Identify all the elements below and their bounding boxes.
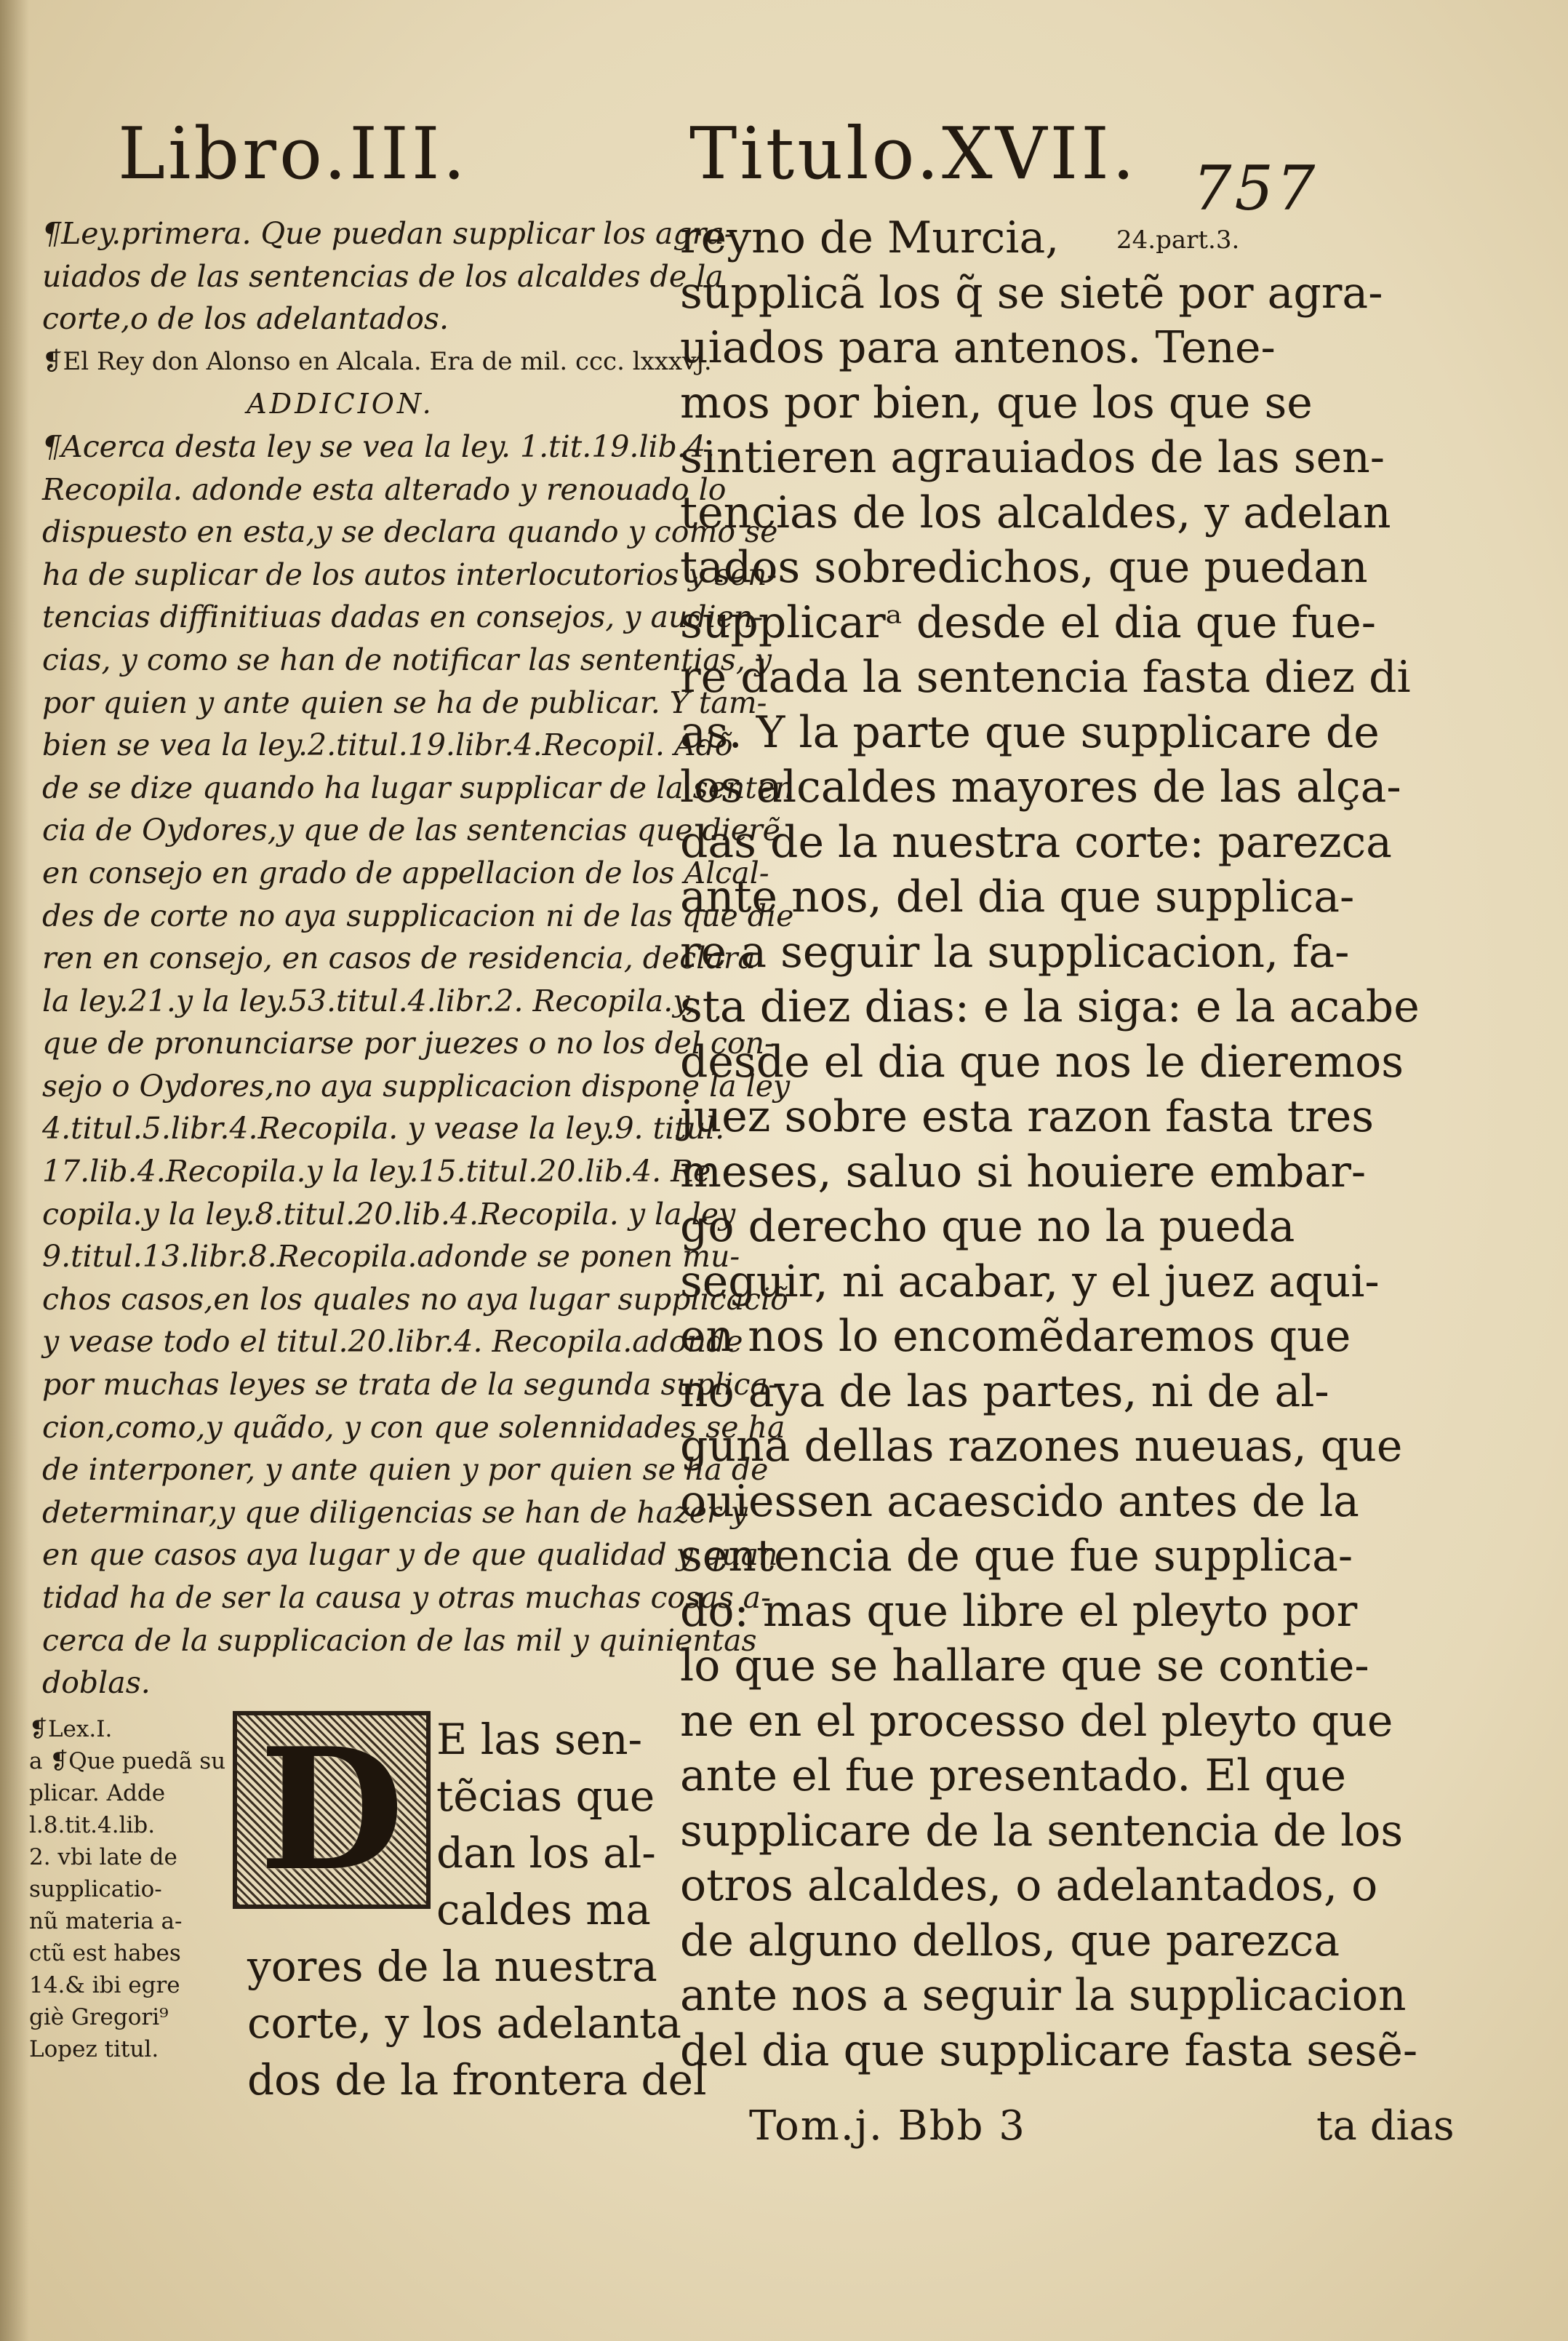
- right-column-law-text: [680, 211, 1516, 2078]
- initial-text-line: dan los al-: [436, 1828, 656, 1878]
- commentary-line: determinar,y que diligencias se han de hazer y: [42, 1494, 748, 1530]
- commentary-line: corte,o de los adelantados.: [42, 301, 449, 337]
- law-text-line: go derecho que no la pueda: [680, 1201, 1295, 1252]
- commentary-line: ❡El Rey don Alonso en Alcala. Era de mil. ccc. lxxxvj.: [42, 346, 712, 376]
- commentary-line: tencias diffinitiuas dadas en consejos, y audien-: [42, 599, 764, 635]
- commentary-line: ren en consejo, en casos de residencia, declara: [42, 941, 756, 976]
- commentary-line: por muchas leyes se trata de la segunda suplica-: [42, 1367, 778, 1403]
- law-text-line: los alcaldes mayores de las alça-: [680, 762, 1401, 813]
- commentary-line: cion,como,y quãdo, y con que solennidades se ha: [42, 1409, 785, 1445]
- commentary-line: y vease todo el titul.20.libr.4. Recopila.adonde: [42, 1324, 743, 1360]
- left-column-commentary: [42, 212, 794, 1704]
- law-text-line: tados sobredichos, que puedan: [680, 542, 1368, 593]
- commentary-line: tidad ha de ser la causa y otras muchas cosas a-: [42, 1580, 771, 1615]
- law-text-line: ante nos a seguir la supplicacion: [680, 1970, 1407, 2021]
- right-margin-reference: 24.part.3.: [1116, 226, 1240, 255]
- law-text-line: de alguno dellos, que parezca: [680, 1915, 1340, 1966]
- initial-adjacent-text: [436, 1711, 656, 1938]
- commentary-line: Recopila. adonde esta alterado y renouado lo: [42, 471, 727, 507]
- marginal-note-line: 2. vbi late de: [29, 1844, 177, 1870]
- law-text-line: ante nos, del dia que supplica-: [680, 872, 1355, 922]
- law-text-line: guna dellas razones nueuas, que: [680, 1421, 1403, 1472]
- marginal-note: [29, 1713, 225, 2065]
- commentary-line: doblas.: [42, 1665, 151, 1701]
- marginal-note-line: ctũ est habes: [29, 1940, 181, 1966]
- initial-letter: D: [259, 1712, 404, 1908]
- law-text-line: lo que se hallare que se contie-: [680, 1640, 1369, 1691]
- law-text-line: do: mas que libre el pleyto por: [680, 1585, 1358, 1637]
- commentary-line: sejo o Oydores,no aya supplicacion dispone la ley: [42, 1068, 791, 1104]
- law-text-line: sta diez dias: e la siga: e la acabe: [680, 981, 1420, 1032]
- body-text-line: dos de la frontera del: [247, 2055, 707, 2105]
- law-text-line: sintieren agrauiados de las sen-: [680, 432, 1385, 483]
- commentary-line: bien se vea la ley.2.titul.19.libr.4.Recopil. Adõ: [42, 727, 733, 763]
- law-text-line: reyno de Murcia,: [680, 212, 1060, 263]
- law-text-line: del dia que supplicare fasta sesẽ-: [680, 2025, 1418, 2076]
- law-text-line: uiados para antenos. Tene-: [680, 322, 1276, 373]
- marginal-note-line: plicar. Adde: [29, 1780, 166, 1806]
- marginal-note-line: Lopez titul.: [29, 2036, 159, 2062]
- body-text-line: yores de la nuestra: [247, 1942, 657, 1991]
- commentary-line: des de corte no aya supplicacion ni de las que die: [42, 898, 794, 933]
- page-number: 757: [1193, 153, 1319, 224]
- commentary-line: de se dize quando ha lugar supplicar de la senten: [42, 770, 794, 805]
- running-head-book: Libro.III.: [118, 113, 468, 196]
- initial-text-line: caldes ma: [436, 1885, 651, 1934]
- text-below-initial: [247, 1938, 707, 2108]
- law-text-line: supplicare de la sentencia de los: [680, 1805, 1404, 1857]
- marginal-note-line: nũ materia a-: [29, 1908, 183, 1934]
- commentary-line: uiados de las sentencias de los alcaldes de la: [42, 258, 724, 294]
- commentary-line: ¶Acerca desta ley se vea la ley. 1.tit.19.lib.4.: [42, 428, 716, 464]
- law-text-line: juez sobre esta razon fasta tres: [680, 1091, 1374, 1142]
- law-text-line: supplicarᵃ desde el dia que fue-: [680, 597, 1377, 648]
- commentary-line: cias, y como se han de notificar las sententias, y: [42, 642, 772, 677]
- law-text-line: ouiessen acaescido antes de la: [680, 1475, 1359, 1527]
- commentary-line: en que casos aya lugar y de que qualidad y quan: [42, 1537, 778, 1573]
- marginal-note-line: 14.& ibi egre: [29, 1972, 180, 1998]
- law-text-line: otros alcaldes, o adelantados, o: [680, 1860, 1378, 1911]
- commentary-line: chos casos,en los quales no aya lugar supplicaciõ: [42, 1281, 788, 1317]
- marginal-note-line: l.8.tit.4.lib.: [29, 1812, 156, 1838]
- initial-text-line: E las sen-: [436, 1715, 643, 1764]
- catchword: ta dias: [1316, 2102, 1455, 2150]
- commentary-line: por quien y ante quien se ha de publicar. Y tam-: [42, 685, 767, 720]
- page-gutter-shadow: [0, 0, 29, 2341]
- commentary-line: dispuesto en esta,y se declara quando y como se: [42, 514, 778, 550]
- law-text-line: seguir, ni acabar, y el juez aqui-: [680, 1256, 1380, 1307]
- law-text-line: mos por bien, que los que se: [680, 377, 1313, 428]
- signature-mark: Tom.j. Bbb 3: [749, 2102, 1026, 2150]
- law-text-line: desde el dia que nos le dieremos: [680, 1036, 1404, 1088]
- marginal-note-line: supplicatio-: [29, 1876, 162, 1902]
- law-text-line: re a seguir la supplicacion, fa-: [680, 926, 1350, 978]
- commentary-line: la ley.21.y la ley.53.titul.4.libr.2. Recopila.y,: [42, 983, 695, 1018]
- law-text-line: ante el fue presentado. El que: [680, 1750, 1346, 1801]
- marginal-note-line: a ❡Que puedã su: [29, 1748, 226, 1774]
- commentary-line: copila.y la ley.8.titul.20.lib.4.Recopila. y la ley: [42, 1196, 736, 1232]
- decorated-initial: [233, 1711, 431, 1909]
- law-text-line: supplicã los q̃ se sietẽ por agra-: [680, 267, 1383, 319]
- law-text-line: meses, saluo si houiere embar-: [680, 1146, 1367, 1197]
- law-text-line: ne en el processo del pleyto que: [680, 1695, 1393, 1747]
- law-text-line: no aya de las partes, ni de al-: [680, 1365, 1329, 1417]
- marginal-note-line: giè Gregori⁹: [29, 2004, 169, 2030]
- law-text-line: sentencia de que fue supplica-: [680, 1531, 1353, 1582]
- law-text-line: tencias de los alcaldes, y adelan: [680, 487, 1391, 538]
- law-text-line: das de la nuestra corte: parezca: [680, 816, 1392, 868]
- law-text-line: en nos lo encomẽdaremos que: [680, 1311, 1351, 1362]
- body-text-line: corte, y los adelanta: [247, 1998, 681, 2048]
- commentary-line: ADDICION.: [247, 388, 434, 420]
- law-text-line: re dada la sentencia fasta diez di: [680, 652, 1411, 703]
- commentary-line: de interponer, y ante quien y por quien se ha de: [42, 1452, 769, 1488]
- running-head-title: Titulo.XVII.: [689, 113, 1138, 196]
- commentary-line: en consejo en grado de appellacion de los Alcal-: [42, 855, 769, 890]
- commentary-line: 17.lib.4.Recopila.y la ley.15.titul.20.lib.4. Re: [42, 1154, 711, 1189]
- commentary-line: ha de suplicar de los autos interlocutorios y sen-: [42, 557, 777, 592]
- initial-text-line: tẽcias que: [436, 1771, 655, 1821]
- commentary-line: que de pronunciarse por juezes o no los del con-: [42, 1026, 775, 1061]
- commentary-line: 4.titul.5.libr.4.Recopila. y vease la ley.9. titul.: [42, 1111, 725, 1146]
- commentary-line: ¶Ley.primera. Que puedan supplicar los agra-: [42, 216, 735, 251]
- commentary-line: cerca de la supplicacion de las mil y quinientas: [42, 1622, 757, 1658]
- commentary-line: 9.titul.13.libr.8.Recopila.adonde se ponen mu-: [42, 1239, 740, 1275]
- law-text-line: as. Y la parte que supplicare de: [680, 706, 1380, 758]
- commentary-line: cia de Oydores,y que de las sentencias que dierẽ: [42, 813, 780, 848]
- marginal-note-line: ❡Lex.I.: [29, 1716, 113, 1742]
